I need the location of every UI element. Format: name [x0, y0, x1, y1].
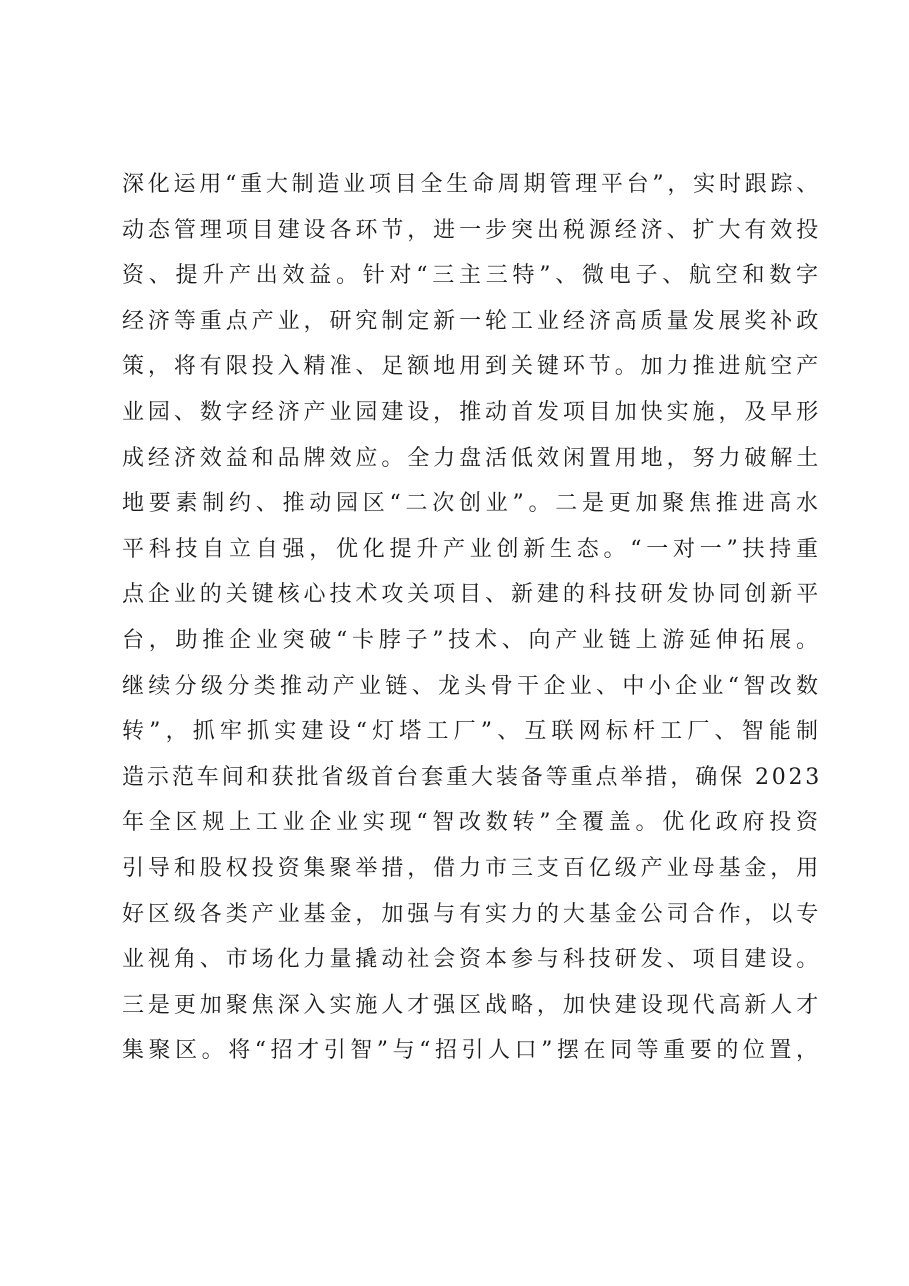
text-line-6: 业园、数字经济产业园建设，推动首发项目加快实施，及早形 [122, 399, 822, 425]
text-line-10: 点企业的关键核心技术攻关项目、新建的科技研发协同创新平 [122, 582, 822, 608]
text-line-17: 好区级各类产业基金，加强与有实力的大基金公司合作，以专 [122, 901, 822, 927]
text-line-20: 集聚区。将“招才引智”与“招引人口”摆在同等重要的位置， [122, 1038, 822, 1064]
text-line-9: 平科技自立自强，优化提升产业创新生态。“一对一”扶持重 [122, 536, 822, 562]
text-line-12: 继续分级分类推动产业链、龙头骨干企业、中小企业“智改数 [122, 673, 822, 699]
text-line-18: 业视角、市场化力量撬动社会资本参与科技研发、项目建设。 [122, 947, 822, 973]
text-line-4: 经济等重点产业，研究制定新一轮工业经济高质量发展奖补政 [122, 308, 822, 334]
text-line-19: 三是更加聚焦深入实施人才强区战略，加快建设现代高新人才 [122, 992, 822, 1018]
text-line-8: 地要素制约、推动园区“二次创业”。二是更加聚焦推进高水 [122, 491, 822, 517]
text-line-13: 转”，抓牢抓实建设“灯塔工厂”、互联网标杆工厂、智能制 [122, 719, 822, 745]
text-line-11: 台，助推企业突破“卡脖子”技术、向产业链上游延伸拓展。 [122, 627, 822, 653]
text-line-7: 成经济效益和品牌效应。全力盘活低效闲置用地，努力破解土 [122, 445, 822, 471]
text-line-15: 年全区规上工业企业实现“智改数转”全覆盖。优化政府投资 [122, 810, 822, 836]
text-line-1: 深化运用“重大制造业项目全生命周期管理平台”，实时跟踪、 [122, 172, 822, 197]
text-line-2: 动态管理项目建设各环节，进一步突出税源经济、扩大有效投 [122, 217, 822, 243]
text-line-14: 造示范车间和获批省级首台套重大装备等重点举措，确保 2023 [122, 764, 822, 790]
text-line-16: 引导和股权投资集聚举措，借力市三支百亿级产业母基金，用 [122, 855, 822, 881]
text-line-3: 资、提升产出效益。针对“三主三特”、微电子、航空和数字 [122, 263, 822, 289]
text-line-5: 策，将有限投入精准、足额地用到关键环节。加力推进航空产 [122, 354, 822, 380]
body-paragraph [122, 162, 822, 1074]
